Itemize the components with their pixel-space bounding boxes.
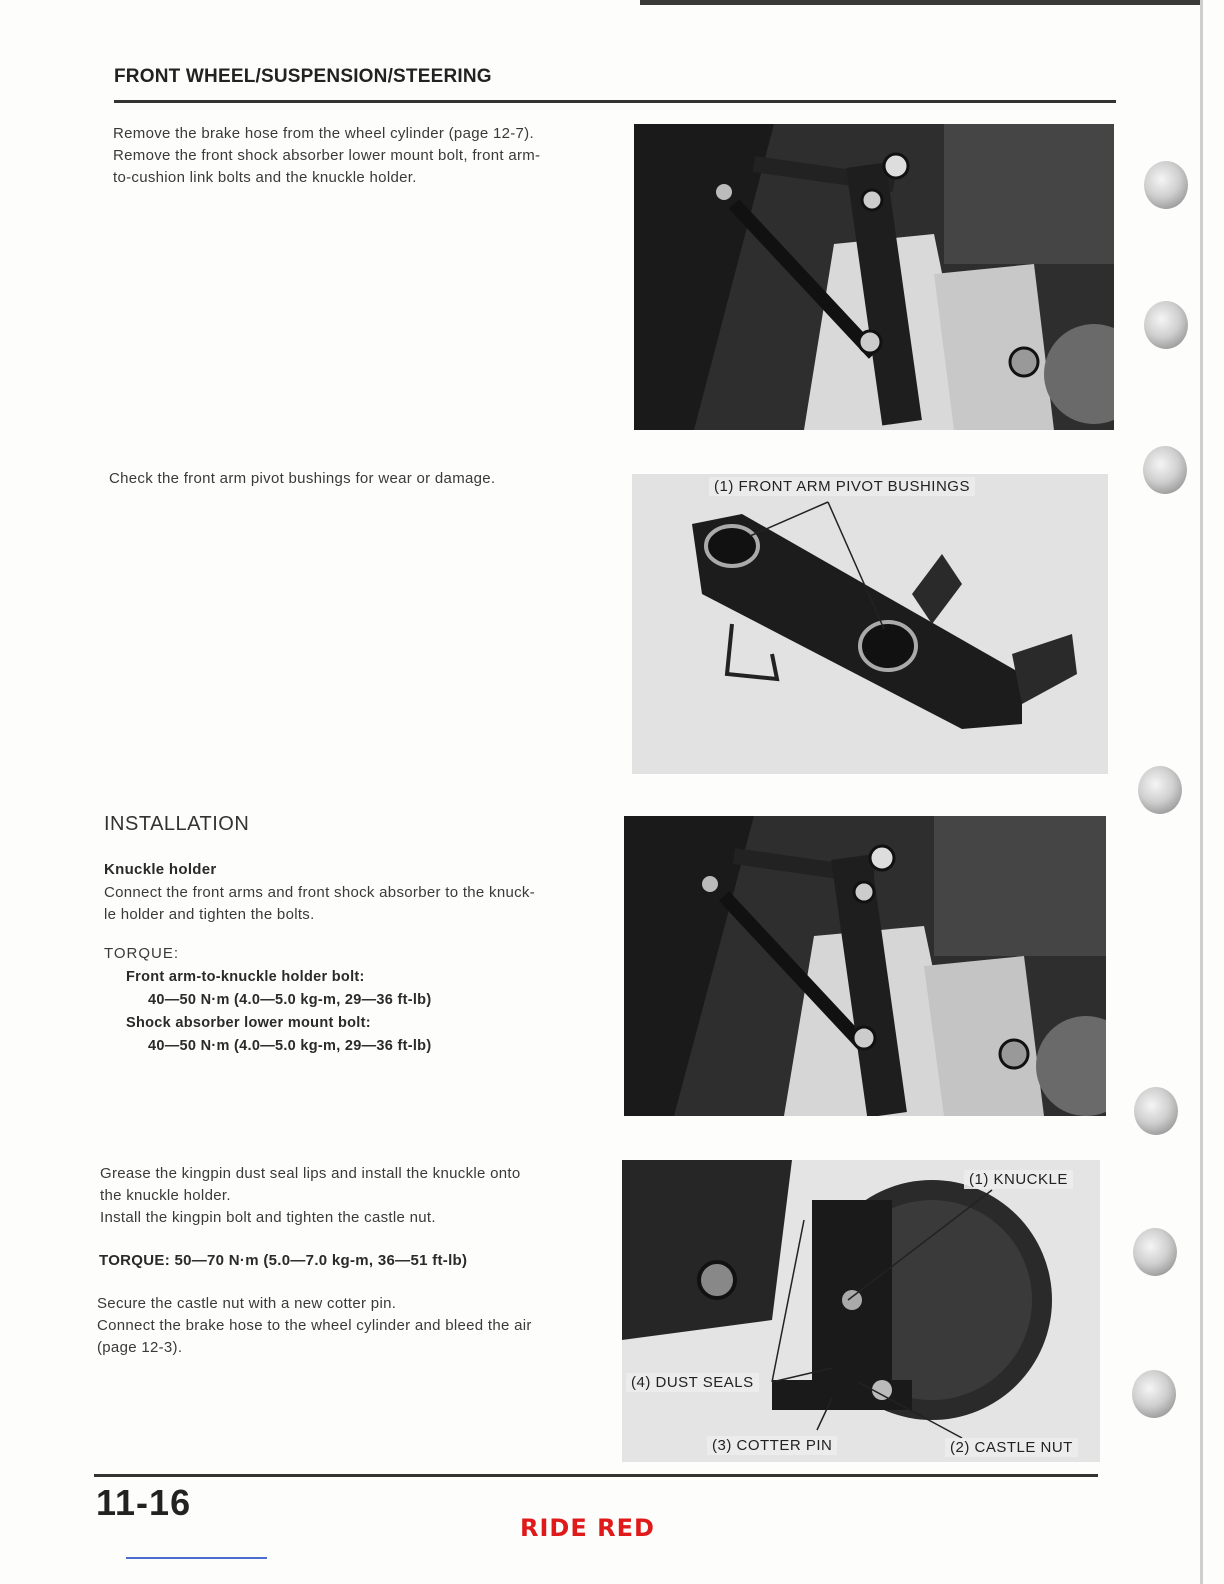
callout-dust-seals: (4) DUST SEALS bbox=[626, 1373, 759, 1392]
link-underline bbox=[126, 1557, 267, 1559]
torque-item-name: Shock absorber lower mount bolt: bbox=[126, 1015, 371, 1031]
suspension-photo-installation bbox=[624, 816, 1106, 1116]
text-line: Remove the front shock absorber lower mount bolt, front arm- bbox=[113, 147, 541, 164]
callout-front-arm-pivot-bushings: (1) FRONT ARM PIVOT BUSHINGS bbox=[709, 477, 975, 496]
page-edge bbox=[1200, 0, 1203, 1584]
binder-hole-tab bbox=[1134, 1087, 1178, 1135]
installation-heading: INSTALLATION bbox=[104, 813, 250, 835]
callout-knuckle: (1) KNUCKLE bbox=[964, 1170, 1073, 1189]
inspection-instruction bbox=[109, 468, 495, 490]
binder-hole-tab bbox=[1132, 1370, 1176, 1418]
binder-hole-tab bbox=[1143, 446, 1187, 494]
knuckle-holder-instructions bbox=[104, 882, 535, 926]
cotter-pin-instructions bbox=[97, 1293, 532, 1359]
binder-hole-tab bbox=[1144, 301, 1188, 349]
text-line: Check the front arm pivot bushings for wear or damage. bbox=[109, 470, 496, 487]
text-line: le holder and tighten the bolts. bbox=[104, 906, 315, 923]
page-number: 11-16 bbox=[96, 1482, 192, 1523]
callout-cotter-pin: (3) COTTER PIN bbox=[707, 1436, 837, 1455]
text-line: Secure the castle nut with a new cotter pin. bbox=[97, 1295, 397, 1312]
removal-instructions bbox=[113, 123, 540, 189]
text-line: the knuckle holder. bbox=[100, 1187, 231, 1204]
knuckle-holder-subheading: Knuckle holder bbox=[104, 861, 217, 878]
callout-castle-nut: (2) CASTLE NUT bbox=[945, 1438, 1078, 1457]
brand-logo: RIDE RED bbox=[520, 1514, 655, 1542]
suspension-photo-removal bbox=[634, 124, 1114, 430]
title-rule bbox=[114, 100, 1116, 103]
text-line: (page 12-3). bbox=[97, 1339, 183, 1356]
knuckle-install-instructions bbox=[100, 1163, 521, 1229]
front-arm-photo bbox=[632, 474, 1108, 774]
binder-hole-tab bbox=[1144, 161, 1188, 209]
torque-item-value: 40—50 N·m (4.0—5.0 kg-m, 29—36 ft-lb) bbox=[148, 1038, 432, 1054]
section-title: FRONT WHEEL/SUSPENSION/STEERING bbox=[114, 66, 492, 87]
text-line: to-cushion link bolts and the knuckle holder. bbox=[113, 169, 417, 186]
text-line: Connect the brake hose to the wheel cylinder and bleed the air bbox=[97, 1317, 532, 1334]
castle-nut-torque: TORQUE: 50—70 N·m (5.0—7.0 kg-m, 36—51 ft-lb) bbox=[99, 1252, 468, 1269]
text-line: Remove the brake hose from the wheel cylinder (page 12-7). bbox=[113, 125, 534, 142]
torque-item-name: Front arm-to-knuckle holder bolt: bbox=[126, 969, 365, 985]
text-line: Connect the front arms and front shock absorber to the knuck- bbox=[104, 884, 536, 901]
binder-hole-tab bbox=[1133, 1228, 1177, 1276]
top-rule bbox=[640, 0, 1202, 5]
knuckle-photo bbox=[622, 1160, 1100, 1462]
torque-item-value: 40—50 N·m (4.0—5.0 kg-m, 29—36 ft-lb) bbox=[148, 992, 432, 1008]
binder-hole-tab bbox=[1138, 766, 1182, 814]
footer-rule bbox=[94, 1474, 1098, 1477]
text-line: Install the kingpin bolt and tighten the castle nut. bbox=[100, 1209, 436, 1226]
torque-label: TORQUE: bbox=[104, 945, 180, 962]
text-line: Grease the kingpin dust seal lips and install the knuckle onto bbox=[100, 1165, 521, 1182]
